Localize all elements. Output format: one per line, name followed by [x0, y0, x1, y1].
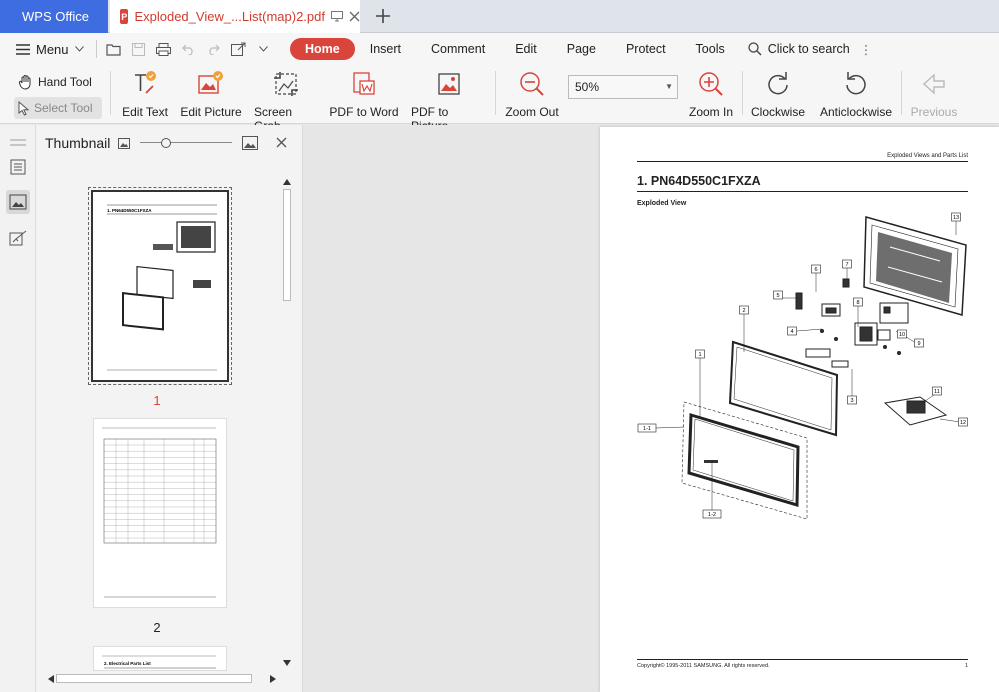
divider — [495, 71, 496, 115]
select-tool-button[interactable] — [14, 97, 102, 119]
pointer-tools-group — [14, 71, 102, 119]
bookmarks-list-icon[interactable] — [6, 155, 30, 179]
previous-page-button[interactable] — [906, 69, 962, 119]
page-thumbnail-1[interactable] — [91, 190, 229, 382]
slider-track — [140, 142, 232, 143]
footer-copyright: Copyright© 1995-2011 SAMSUNG. All rights reserved. — [637, 663, 770, 669]
previous-label: Previous — [910, 105, 958, 119]
callout-label: 8 — [856, 300, 860, 306]
hand-icon — [18, 74, 34, 90]
edit-picture-button[interactable] — [180, 69, 242, 119]
scroll-left-arrow-icon[interactable] — [48, 675, 54, 683]
close-panel-icon[interactable] — [276, 135, 287, 153]
callout-label: 13 — [952, 215, 960, 221]
callout-label: 1-2 — [708, 512, 716, 518]
callout-label: 7 — [845, 262, 849, 268]
tab-edit[interactable]: Edit — [515, 42, 537, 56]
page-number-2: 2 — [153, 620, 161, 635]
zoom-level-value: 50% — [575, 80, 600, 94]
rear-cover-part — [864, 217, 966, 315]
document-tab[interactable] — [110, 0, 360, 33]
large-image-icon — [242, 136, 258, 150]
left-rail — [0, 125, 36, 692]
pdf-to-word-icon — [351, 71, 377, 97]
main-menu-button[interactable] — [0, 42, 92, 57]
zoom-out-button[interactable] — [503, 69, 561, 119]
app-name: WPS Office — [22, 9, 89, 24]
pdf-to-word-label: PDF to Word — [329, 105, 399, 119]
divider — [110, 71, 111, 115]
divider — [742, 71, 743, 115]
scrollbar-thumb[interactable] — [283, 189, 291, 301]
screen-grab-button[interactable] — [254, 69, 318, 133]
callout-label: 2 — [742, 308, 746, 314]
callout-label: 1-1 — [643, 426, 651, 432]
callout-label: 6 — [814, 267, 818, 273]
undo-icon[interactable] — [176, 38, 201, 60]
thumbnail-size-slider[interactable] — [140, 138, 232, 148]
close-tab-icon[interactable] — [349, 9, 360, 25]
page-thumbnail-2[interactable] — [93, 418, 227, 608]
zoom-out-icon — [519, 71, 545, 97]
section-title: Exploded View — [637, 200, 687, 207]
page-header: Exploded Views and Parts List — [637, 153, 968, 162]
screen-grab-label: Screen — [254, 105, 293, 119]
edit-text-icon — [133, 71, 157, 97]
menu-tabs — [290, 38, 740, 60]
quick-access-dropdown-icon[interactable] — [251, 38, 276, 60]
anticlockwise-label: Anticlockwise — [819, 105, 893, 119]
rotate-anticlockwise-icon — [843, 71, 869, 97]
arrow-left-icon — [922, 73, 946, 95]
edit-picture-label: Edit Picture — [180, 105, 242, 119]
pdf-file-icon: P — [120, 9, 128, 24]
thumbnail-horizontal-scrollbar[interactable] — [48, 673, 280, 685]
tab-page[interactable]: Page — [566, 42, 596, 56]
middle-frame-part — [730, 342, 837, 435]
page-3-preview — [94, 647, 226, 671]
callout-label: 10 — [898, 332, 906, 338]
search-box[interactable] — [748, 42, 872, 57]
pdf-to-word-button[interactable] — [329, 69, 399, 119]
scrollbar-thumb[interactable] — [56, 674, 252, 683]
mini-section-title: 2. Electrical Parts List — [104, 661, 151, 666]
print-icon[interactable] — [151, 38, 176, 60]
edit-picture-icon — [198, 71, 224, 97]
screen-grab-icon — [274, 72, 298, 96]
edit-text-button[interactable] — [121, 69, 169, 119]
page-1-preview — [93, 192, 227, 380]
callout-label: 11 — [934, 389, 940, 395]
page-thumbnail-3[interactable] — [93, 646, 227, 671]
rotate-clockwise-icon — [765, 71, 791, 97]
document-tab-title: Exploded_View_...List(map)2.pdf — [134, 9, 325, 24]
tab-insert[interactable]: Insert — [369, 42, 401, 56]
annotations-icon[interactable] — [6, 226, 30, 250]
page-footer — [637, 659, 968, 669]
model-title: 1. PN64D550C1FXZA — [637, 174, 968, 192]
select-tool-label: Select Tool — [34, 101, 93, 115]
search-placeholder: Click to search — [767, 42, 850, 56]
collapse-panel-icon[interactable] — [6, 131, 30, 155]
thumbnail-vertical-scrollbar[interactable] — [282, 179, 292, 666]
footer-page-number: 1 — [964, 663, 968, 669]
scroll-right-arrow-icon[interactable] — [270, 675, 276, 683]
pdf-to-picture-button[interactable] — [411, 69, 487, 133]
scroll-up-arrow-icon[interactable] — [283, 179, 291, 185]
small-parts — [796, 279, 908, 367]
open-folder-icon[interactable] — [101, 38, 126, 60]
clockwise-label: Clockwise — [750, 105, 805, 119]
menu-row — [0, 33, 999, 65]
zoom-level-select[interactable] — [568, 75, 678, 99]
thumbnails-icon[interactable] — [6, 190, 30, 214]
redo-icon[interactable] — [201, 38, 226, 60]
callout-label: 5 — [776, 293, 780, 299]
tab-home[interactable]: Home — [290, 38, 355, 60]
zoom-in-icon — [698, 71, 724, 97]
divider — [96, 40, 97, 58]
hand-tool-label: Hand Tool — [38, 75, 92, 89]
chevron-down-icon — [75, 46, 84, 52]
cursor-arrow-icon — [18, 101, 30, 116]
stand-part — [885, 397, 946, 425]
mini-model-title: 1. PN64D550C1FXZA — [107, 208, 152, 213]
rotate-clockwise-button[interactable] — [749, 69, 807, 119]
hamburger-icon — [16, 44, 30, 55]
slider-knob[interactable] — [161, 138, 171, 148]
ribbon-toolbar — [0, 65, 999, 124]
callout-label: 9 — [917, 341, 921, 347]
callout-label: 12 — [959, 420, 967, 426]
save-icon[interactable] — [126, 38, 151, 60]
hand-tool-button[interactable] — [14, 71, 102, 93]
tab-protect[interactable]: Protect — [625, 42, 666, 56]
monitor-icon[interactable] — [331, 9, 343, 25]
edit-text-label: Edit Text — [122, 105, 168, 119]
thumbnail-panel — [36, 125, 303, 692]
more-options-icon[interactable]: ⋮ — [859, 42, 873, 57]
page-number-1: 1 — [153, 393, 161, 408]
zoom-in-button[interactable] — [686, 69, 736, 119]
pdf-to-picture-label: PDF to — [411, 105, 449, 119]
search-icon — [748, 42, 762, 56]
thumbnail-panel-title: Thumbnail — [45, 135, 111, 151]
menu-label: Menu — [36, 41, 69, 57]
zoom-out-label: Zoom Out — [505, 105, 559, 119]
new-tab-plus-icon[interactable] — [372, 4, 394, 28]
chevron-down-icon: ▼ — [665, 82, 673, 91]
wps-office-tab[interactable] — [0, 0, 108, 33]
divider — [901, 71, 902, 115]
rotate-anticlockwise-button[interactable] — [818, 69, 894, 119]
exploded-view-drawing — [600, 127, 999, 692]
title-bar — [0, 0, 999, 33]
callout-label: 3 — [850, 398, 854, 404]
thumbnail-panel-header — [36, 125, 303, 161]
zoom-in-label: Zoom In — [688, 105, 733, 119]
export-icon[interactable] — [226, 38, 251, 60]
tab-comment[interactable]: Comment — [431, 42, 486, 56]
document-viewer[interactable] — [303, 125, 999, 692]
callout-label: 1 — [698, 352, 702, 358]
tab-tools[interactable]: Tools — [695, 42, 725, 56]
page-2-preview — [94, 419, 226, 607]
callout-label: 4 — [790, 329, 794, 335]
pdf-to-picture-icon — [437, 72, 461, 96]
pdf-page-1[interactable] — [600, 127, 999, 692]
small-image-icon — [118, 138, 130, 149]
scroll-down-arrow-icon[interactable] — [283, 660, 291, 666]
